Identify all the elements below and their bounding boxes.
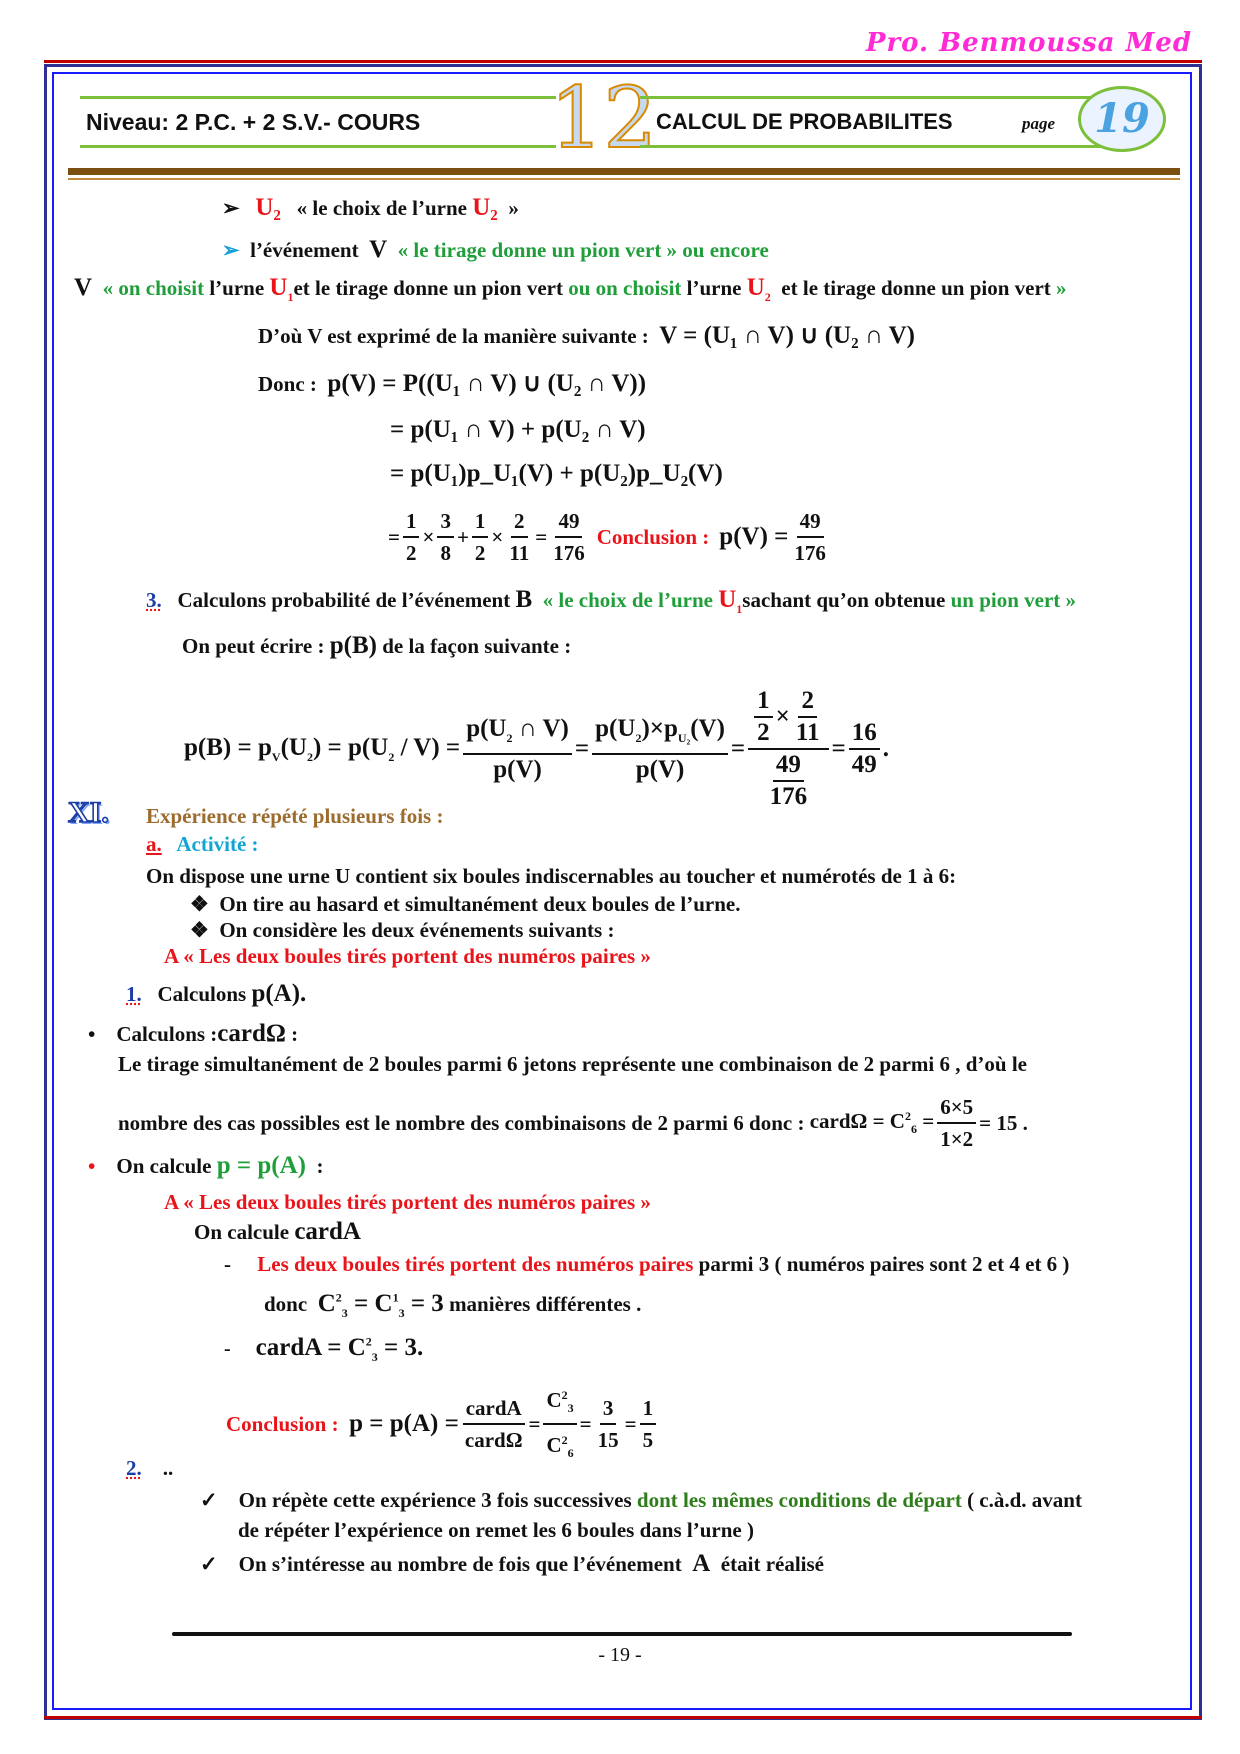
check-line-1: ✓ On répète cette expérience 3 fois successives dont les mêmes conditions de départ ( c.à.d. avant: [200, 1488, 1082, 1512]
urne-1: l’urne: [209, 276, 265, 300]
on-choisit-1: « on choisit: [102, 276, 205, 300]
frac-49-176-result: $\frac{49}{176}$: [791, 506, 829, 568]
section-title: Expérience répété plusieurs fois :: [146, 804, 444, 828]
frame-top-red-line: [44, 60, 1202, 63]
page-word: page: [1022, 114, 1056, 133]
activity-bullet-1: ❖ On tire au hasard et simultanément deux boules de l’urne.: [190, 892, 741, 916]
question-1-expr: p(A).: [251, 980, 307, 1007]
header-rule: [68, 168, 1180, 175]
pb-symbol: p(B): [329, 632, 377, 659]
donc-label: Donc :: [258, 372, 317, 396]
arrow-bullet-icon: ➢: [222, 238, 240, 262]
header-level: Niveau: 2 P.C. + 2 S.V.- COURS: [80, 96, 556, 148]
pv-formula-1: p(V) = P((U₁ ∩ V) ∪ (U₂ ∩ V)): [327, 370, 647, 397]
question-3-number: 3.: [146, 588, 162, 612]
v-symbol: V: [74, 274, 93, 301]
header-rule-thin: [68, 178, 1180, 180]
check-line-2: ✓ On s’intéresse au nombre de fois que l’événement A était réalisé: [200, 1550, 824, 1577]
question-2-number: 2.: [126, 1456, 142, 1480]
event-v-description: « le tirage donne un pion vert » ou encore: [397, 238, 769, 262]
frac-3-8: $\frac{3}{8}$: [437, 506, 454, 568]
on-choisit-2: ou on choisit: [568, 276, 682, 300]
checkmark-icon: ✓: [200, 1552, 218, 1576]
footer-rule: [172, 1632, 1072, 1636]
close-quote: »: [1056, 276, 1067, 300]
activity-paragraph: On dispose une urne U contient six boules indiscernables au toucher et numérotés de 1 à 6:: [146, 864, 957, 888]
calc-p-heading: • On calcule p = p(A) :: [88, 1152, 324, 1179]
u2-symbol-2: U₂: [472, 194, 498, 221]
u2-symbol-3: $U_2$: [746, 274, 771, 304]
on-peut-ecrire-text: On peut écrire :: [182, 634, 325, 658]
b-symbol: B: [515, 586, 533, 613]
check-line-1-cont: de répéter l’expérience on remet les 6 boules dans l’urne ): [238, 1518, 754, 1542]
dash-line-1-donc: donc $C^2_3 = C^1_3 = 3$ manières différentes .: [264, 1290, 642, 1320]
u1-symbol-2: $U_1$: [718, 586, 743, 616]
red-dot-bullet-icon: •: [88, 1154, 96, 1178]
pv-formula-3: = p(U₁)p_U₁(V) + p(U₂)p_U₂(V): [390, 460, 723, 487]
v-expression-line: [258, 320, 915, 350]
frac-2-11: $\frac{2}{11}$: [506, 506, 532, 568]
card-omega-paragraph-1: Le tirage simultanément de 2 boules parmi 6 jetons représente une combinaison de 2 parmi 6 , d’où le: [118, 1052, 1027, 1076]
u2-symbol: U₂: [255, 194, 281, 221]
event-v-definition: [74, 274, 1067, 305]
v-expression-formula: V = (U₁ ∩ V) ∪ (U₂ ∩ V): [659, 322, 915, 349]
diamond-bullet-icon: ❖: [190, 892, 209, 916]
on-peut-ecrire-end: de la façon suivante :: [382, 634, 572, 658]
on-peut-ecrire: [182, 632, 571, 660]
frac-49-176: $\frac{49}{176}$: [550, 506, 588, 568]
pb-formula: $p(B) = p_V(U_2) = p(U_2 / V)$ = $\frac{p(U_2 \cap V)}{p(V)}$ = $\frac{p(U_2)\times p_{U_2}(V)}{p(V)}$ = $\frac{1}{2}$ × $\frac{2}{11}$ $\frac{49}{176}$ = $\frac{16}{49}$ .: [184, 687, 890, 810]
u2-text: « le choix de l’urne: [296, 196, 467, 220]
card-omega-heading: • Calculons :cardΩ :: [88, 1020, 299, 1047]
u2-close: »: [508, 196, 519, 220]
clause-1: et le tirage donne un pion vert: [293, 276, 563, 300]
page-number: - 19 -: [598, 1644, 642, 1666]
card-omega-paragraph-2: nombre des cas possibles est le nombre des combinaisons de 2 parmi 6 donc : cardΩ = $C^2_6$ = $\frac{6\times 5}{1\times 2}$ = 15 .: [118, 1092, 1028, 1154]
activity-number: a.: [146, 832, 162, 856]
u1-symbol: $U_1$: [269, 274, 294, 304]
activity-title: Activité :: [176, 832, 259, 856]
question-3-quote: « le choix de l’urne: [542, 588, 713, 612]
frame-bottom-red-line: [44, 1716, 1202, 1719]
question-3: [146, 586, 1076, 617]
question-1-text: Calculons: [157, 982, 247, 1006]
bullet-event-v: [222, 236, 769, 264]
question-3-green: un pion vert »: [950, 588, 1077, 612]
calc-card-a: On calcule cardA: [194, 1218, 361, 1245]
activity-heading: [146, 832, 259, 857]
event-label: l’événement: [250, 238, 359, 262]
urne-2: l’urne: [686, 276, 742, 300]
chapter-number: 12: [550, 69, 657, 167]
question-3-text: Calculons probabilité de l’événement: [177, 588, 511, 612]
dot-bullet-icon: •: [88, 1022, 96, 1046]
conclusion-2: Conclusion : p = p(A) = $\frac{\text{cardA}}{\text{cardΩ}}$ = $\frac{C^2_3}{C^2_6}$ = $\frac{3}{15}$ = $\frac{1}{5}$: [226, 1380, 659, 1468]
event-v-symbol: V: [369, 236, 388, 263]
arrow-bullet-icon: ➢: [222, 196, 240, 220]
dash-line-2: - cardA = $C^2_3 = 3$.: [224, 1334, 424, 1364]
pv-numeric: = $\frac{1}{2}$ × $\frac{3}{8}$ + $\frac{1}{2}$ × $\frac{2}{11}$ = $\frac{49}{176}$ Conclusion : p(V) = $\frac{49}{176}$: [388, 506, 832, 568]
donc-line: [258, 368, 646, 398]
header-chapter-title: CALCUL DE PROBABILITES: [640, 96, 1116, 148]
bullet-u2: [222, 194, 519, 222]
frac-1-2: $\frac{1}{2}$: [403, 506, 420, 568]
activity-bullet-2: ❖ On considère les deux événements suivants :: [190, 918, 615, 942]
conclusion-label-1: Conclusion :: [596, 524, 710, 549]
frac-1-2b: $\frac{1}{2}$: [472, 506, 489, 568]
dash-line-1: - Les deux boules tirés portent des numéros paires parmi 3 ( numéros paires sont 2 et 4 et 6 ): [224, 1252, 1070, 1276]
diamond-bullet-icon: ❖: [190, 918, 209, 942]
compound-fraction: $\frac{1}{2}$ × $\frac{2}{11}$ $\frac{49}{176}$: [748, 686, 828, 812]
question-2: 2. ..: [126, 1456, 174, 1480]
question-1-number: 1.: [126, 982, 142, 1006]
v-expression-text: D’où V est exprimé de la manière suivante :: [258, 324, 649, 348]
checkmark-icon: ✓: [200, 1488, 218, 1512]
clause-2: et le tirage donne un pion vert: [781, 276, 1051, 300]
section-number: XI.: [68, 796, 109, 829]
question-3-sachant: sachant qu’on obtenue: [742, 588, 946, 612]
question-1: [126, 980, 306, 1008]
author-signature: Pro. Benmoussa Med: [865, 28, 1192, 58]
pv-formula-2: = p(U₁ ∩ V) + p(U₂ ∩ V): [390, 416, 646, 443]
page-badge: 19: [1078, 86, 1166, 152]
event-a-definition: A « Les deux boules tirés portent des numéros paires »: [164, 944, 651, 968]
event-a-repeat: A « Les deux boules tirés portent des numéros paires »: [164, 1190, 651, 1214]
